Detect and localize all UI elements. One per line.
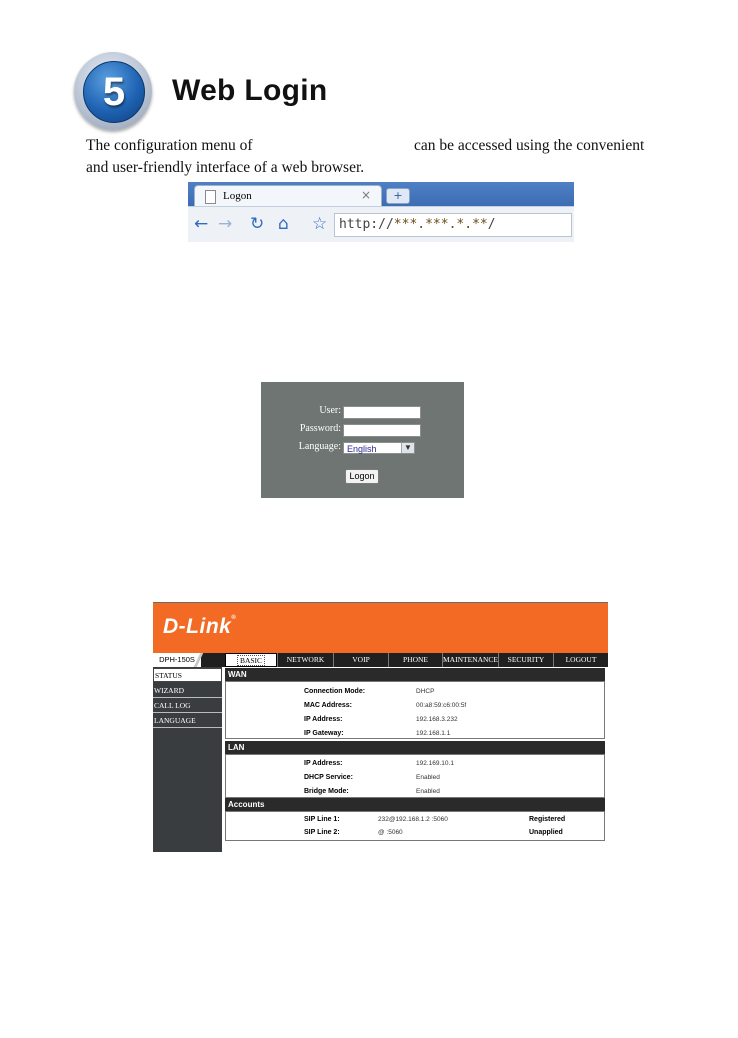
step-number-badge — [74, 52, 152, 130]
lan-bridge-mode-value: Enabled — [416, 788, 440, 795]
language-select[interactable] — [343, 442, 415, 454]
tab-logout[interactable]: LOGOUT — [553, 653, 608, 667]
accounts-section — [225, 811, 605, 841]
wan-ip-gateway-label: IP Gateway: — [304, 730, 344, 737]
sip-line-1-label: SIP Line 1: — [304, 816, 340, 823]
tab-security[interactable]: SECURITY — [498, 653, 553, 667]
back-icon[interactable]: ← — [194, 214, 209, 234]
browser-screenshot — [188, 182, 574, 242]
reload-icon[interactable]: ↻ — [250, 214, 265, 234]
forward-icon[interactable]: → — [218, 214, 233, 234]
router-web-ui — [153, 602, 608, 852]
accounts-section-header: Accounts — [225, 798, 605, 811]
login-panel — [261, 382, 464, 498]
sip-line-1-value: 232@192.168.1.2 :5060 — [378, 816, 448, 823]
sidebar-item-wizard[interactable]: WIZARD — [153, 684, 222, 698]
intro-line1-start: The configuration menu of — [86, 137, 253, 154]
language-label: Language: — [298, 441, 341, 452]
router-sidebar — [153, 667, 222, 852]
lan-bridge-mode-label: Bridge Mode: — [304, 788, 349, 795]
tab-phone[interactable]: PHONE — [388, 653, 442, 667]
browser-tab-title: Logon — [223, 190, 252, 202]
address-bar[interactable] — [334, 213, 572, 237]
router-header — [153, 602, 608, 654]
sip-line-1-status: Registered — [529, 816, 566, 823]
wan-ip-address-value: 192.168.3.232 — [416, 716, 458, 723]
password-input[interactable] — [343, 424, 421, 437]
url-host: ***.***.*.** — [393, 217, 488, 232]
sidebar-item-call-log[interactable]: CALL LOG — [153, 699, 222, 713]
step-number: 5 — [102, 70, 126, 114]
sip-line-2-value: @ :5060 — [378, 829, 403, 836]
lan-section-header: LAN — [225, 741, 605, 754]
sidebar-item-language[interactable]: LANGUAGE — [153, 714, 222, 728]
password-label: Password: — [299, 423, 341, 434]
lan-ip-address-value: 192.169.10.1 — [416, 760, 454, 767]
sidebar-item-status[interactable]: STATUS — [153, 668, 222, 682]
router-nav-bar — [153, 653, 608, 667]
wan-connection-mode-value: DHCP — [416, 688, 435, 695]
tab-voip[interactable]: VOIP — [333, 653, 388, 667]
intro-line1-end: can be accessed using the convenient — [414, 137, 645, 154]
user-input[interactable] — [343, 406, 421, 419]
tab-network[interactable]: NETWORK — [277, 653, 333, 667]
language-select-value: English — [347, 444, 377, 454]
home-icon[interactable]: ⌂ — [278, 214, 289, 234]
browser-toolbar — [188, 206, 574, 242]
lan-dhcp-service-label: DHCP Service: — [304, 774, 353, 781]
page-icon — [205, 190, 216, 204]
new-tab-button[interactable]: + — [386, 188, 410, 204]
wan-connection-mode-label: Connection Mode: — [304, 688, 366, 695]
intro-line2: and user-friendly interface of a web browser. — [86, 159, 365, 176]
lan-dhcp-service-value: Enabled — [416, 774, 440, 781]
tab-basic[interactable]: BASIC — [225, 653, 277, 667]
wan-ip-address-label: IP Address: — [304, 716, 343, 723]
sip-line-2-status: Unapplied — [529, 829, 563, 836]
section-title: Web Login — [172, 74, 328, 107]
wan-ip-gateway-value: 192.168.1.1 — [416, 730, 451, 737]
sip-line-2-label: SIP Line 2: — [304, 829, 340, 836]
tab-close-icon[interactable]: × — [361, 188, 372, 202]
tab-maintenance[interactable]: MAINTENANCE — [442, 653, 498, 667]
lan-ip-address-label: IP Address: — [304, 760, 343, 767]
lan-section — [225, 754, 605, 798]
model-label: DPH-150S — [153, 653, 201, 667]
url-scheme: http:// — [339, 217, 394, 232]
url-tail: / — [487, 217, 496, 232]
bookmark-star-icon[interactable]: ☆ — [312, 214, 328, 234]
browser-tab-strip — [188, 182, 574, 206]
wan-mac-address-value: 00:a8:59:c6:00:5f — [416, 702, 467, 709]
wan-section — [225, 681, 605, 739]
browser-tab[interactable] — [194, 185, 382, 207]
wan-section-header: WAN — [225, 668, 605, 681]
wan-mac-address-label: MAC Address: — [304, 702, 352, 709]
dlink-logo: D-Link® — [163, 615, 237, 638]
user-label: User: — [319, 405, 341, 416]
logon-button[interactable]: Logon — [345, 469, 379, 484]
chevron-down-icon: ▼ — [401, 443, 414, 453]
